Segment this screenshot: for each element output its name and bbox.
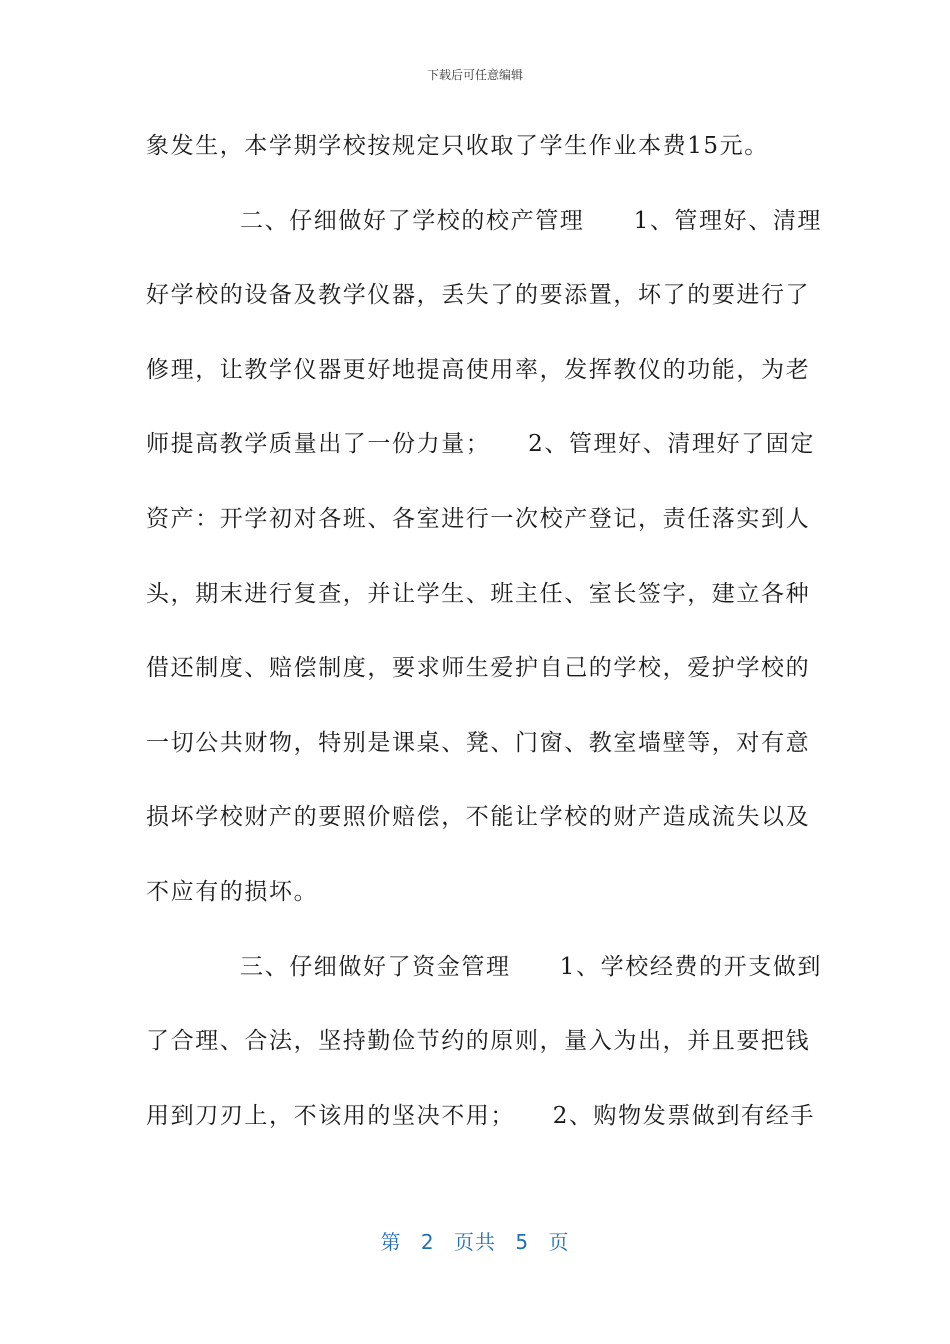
total-pages-number: 5 xyxy=(515,1230,530,1254)
current-page-number: 2 xyxy=(420,1230,435,1254)
paragraph-line: 了合理、合法，坚持勤俭节约的原则，量入为出，并且要把钱 xyxy=(146,1028,811,1055)
page-mid-label: 页共 xyxy=(454,1230,496,1254)
paragraph-line: 用到刀刃上，不该用的坚决不用； 2、购物发票做到有经手 xyxy=(146,1102,815,1129)
paragraph-line: 资产：开学初对各班、各室进行一次校产登记，责任落实到人 xyxy=(146,505,811,532)
paragraph-line: 修理，让教学仪器更好地提高使用率，发挥教仪的功能，为老 xyxy=(146,356,811,383)
section-heading-line: 三、仔细做好了资金管理 1、学校经费的开支做到 xyxy=(240,953,823,980)
paragraph-line: 一切公共财物，特别是课桌、凳、门窗、教室墙壁等，对有意 xyxy=(146,729,811,756)
paragraph-line: 损坏学校财产的要照价赔偿，不能让学校的财产造成流失以及 xyxy=(146,804,811,831)
paragraph-line: 象发生，本学期学校按规定只收取了学生作业本费15元。 xyxy=(146,133,769,159)
page-number-footer xyxy=(0,1226,950,1255)
page-suffix: 页 xyxy=(548,1230,570,1254)
document-body xyxy=(146,130,823,1174)
header-note: 下载后可任意编辑 xyxy=(426,68,523,82)
page-prefix: 第 xyxy=(380,1230,402,1254)
paragraph-line: 借还制度、赔偿制度，要求师生爱护自己的学校，爱护学校的 xyxy=(146,655,811,682)
paragraph-line: 师提高教学质量出了一份力量； 2、管理好、清理好了固定 xyxy=(146,431,815,458)
paragraph-line: 好学校的设备及教学仪器，丢失了的要添置，坏了的要进行了 xyxy=(146,282,811,309)
paragraph-line: 头，期末进行复查，并让学生、班主任、室长签字，建立各种 xyxy=(146,580,811,607)
paragraph-line: 不应有的损坏。 xyxy=(146,878,319,905)
section-heading-line: 二、仔细做好了学校的校产管理 1、管理好、清理 xyxy=(240,207,823,234)
